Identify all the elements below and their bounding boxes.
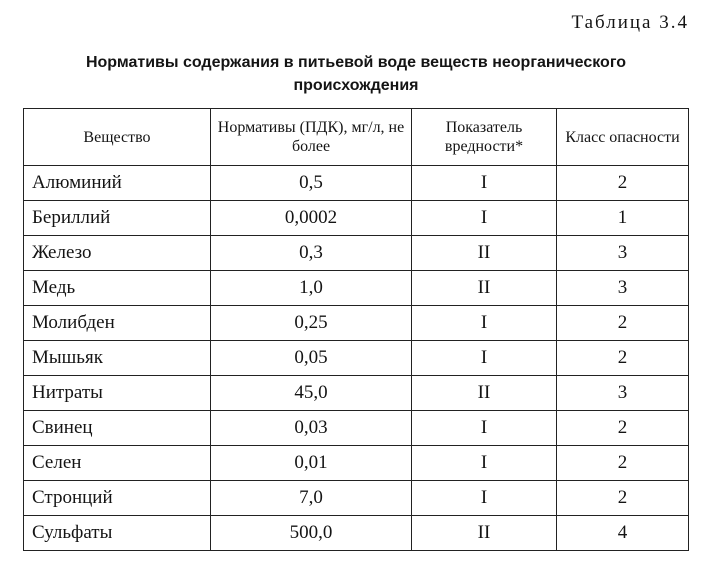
cell-hazard-class: 2 [557,341,689,376]
header-hazard-class: Класс опасности [557,109,689,166]
cell-substance: Бериллий [24,201,211,236]
cell-norm: 7,0 [211,481,412,516]
cell-hazard-class: 3 [557,376,689,411]
table-row [24,481,689,516]
norms-table [23,108,689,551]
cell-hazard-indicator: II [412,376,557,411]
table-row [24,201,689,236]
cell-hazard-class: 2 [557,306,689,341]
cell-hazard-indicator: I [412,166,557,201]
table-row [24,306,689,341]
table-body [24,166,689,551]
cell-hazard-class: 2 [557,446,689,481]
cell-norm: 45,0 [211,376,412,411]
cell-substance: Селен [24,446,211,481]
cell-hazard-class: 2 [557,481,689,516]
cell-hazard-indicator: I [412,481,557,516]
table-row [24,341,689,376]
header-norm: Нормативы (ПДК), мг/л, не более [211,109,412,166]
table-row [24,376,689,411]
cell-hazard-class: 3 [557,271,689,306]
header-substance: Вещество [24,109,211,166]
cell-norm: 0,01 [211,446,412,481]
cell-norm: 0,25 [211,306,412,341]
cell-substance: Свинец [24,411,211,446]
cell-substance: Стронций [24,481,211,516]
table-row [24,166,689,201]
cell-norm: 500,0 [211,516,412,551]
cell-norm: 0,0002 [211,201,412,236]
cell-hazard-indicator: II [412,236,557,271]
cell-hazard-class: 3 [557,236,689,271]
cell-hazard-class: 4 [557,516,689,551]
cell-hazard-indicator: I [412,306,557,341]
cell-hazard-indicator: I [412,341,557,376]
cell-hazard-class: 2 [557,411,689,446]
cell-hazard-indicator: II [412,271,557,306]
cell-substance: Медь [24,271,211,306]
cell-substance: Молибден [24,306,211,341]
cell-hazard-class: 2 [557,166,689,201]
table-row [24,516,689,551]
table-title: Нормативы содержания в питьевой воде веществ неорганического происхождения [85,54,627,94]
cell-hazard-class: 1 [557,201,689,236]
cell-norm: 0,05 [211,341,412,376]
cell-norm: 1,0 [211,271,412,306]
table-row [24,236,689,271]
cell-hazard-indicator: I [412,411,557,446]
cell-substance: Алюминий [24,166,211,201]
header-hazard-indicator: Показатель вредности* [412,109,557,166]
header-row [24,109,689,166]
table-header [24,109,689,166]
table-number: Таблица 3.4 [571,12,689,33]
cell-norm: 0,5 [211,166,412,201]
cell-hazard-indicator: I [412,446,557,481]
cell-substance: Мышьяк [24,341,211,376]
cell-hazard-indicator: II [412,516,557,551]
cell-substance: Сульфаты [24,516,211,551]
table-row [24,411,689,446]
cell-substance: Нитраты [24,376,211,411]
cell-hazard-indicator: I [412,201,557,236]
cell-substance: Железо [24,236,211,271]
cell-norm: 0,3 [211,236,412,271]
table-row [24,271,689,306]
table-row [24,446,689,481]
cell-norm: 0,03 [211,411,412,446]
